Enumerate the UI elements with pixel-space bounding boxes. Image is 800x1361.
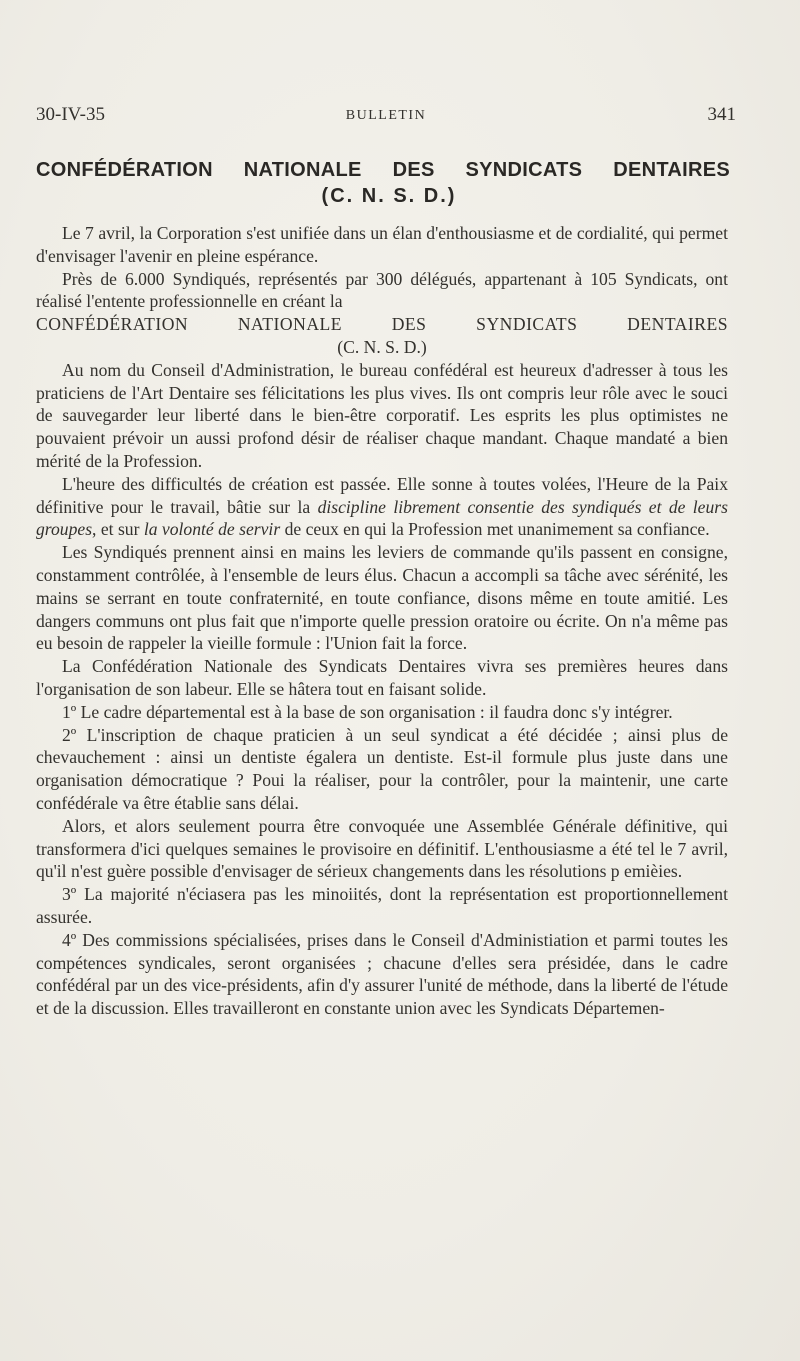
paragraph: Le 7 avril, la Corporation s'est unifiée dans un élan d'enthousiasme et de cordialité, qui permet d'envisager l'avenir en pleine espérance. xyxy=(36,223,728,266)
title-line-2: (C. N. S. D.) xyxy=(321,185,457,207)
title-line-1: CONFÉDÉRATION NATIONALE DES SYNDICATS DENTAIRES xyxy=(36,159,730,181)
paragraph: La Confédération Nationale des Syndicats Dentaires vivra ses premières heures dans l'organisation de son labeur. Elle se hâtera tout en faisant solide. xyxy=(36,656,728,699)
emphasis-text: discipline librement consentie des syndiqués et de leurs groupes xyxy=(36,496,728,540)
paragraph: Au nom du Conseil d'Administration, le bureau confédéral est heureux d'adresser à tous les praticiens de l'Art Dentaire ses félicitations les plus vives. Ils ont compris leur rôle avec le souci de sauvegarder leur liberté dans le bien-être corporatif. Les esprits les plus optimistes ne pouvaient prévoir un aussi profond désir de réaliser chaque mandant. Chaque mandaté a bien mérité de la Profession. xyxy=(36,359,728,471)
article-title xyxy=(36,157,730,209)
text-run: de ceux en qui la Profession met unanimement sa confiance. xyxy=(280,519,710,540)
paragraph: Les Syndiqués prennent ainsi en mains les leviers de commande qu'ils passent en consigne, constamment contrôlée, à l'ensemble de leurs élus. Chacun a accompli sa tâche avec sérénité, les mains se serrant en toute confraternité, en toute confiance, disons même en toute amitié. Les dangers communs ont plus fait que n'importe quelle pression oratoire ou écrite. On n'a même pas eu besoin de rappeler la vieille formule : l'Union fait la force. xyxy=(36,542,728,654)
confederation-abbr: (C. N. S. D.) xyxy=(337,336,427,357)
numbered-paragraph: 4º Des commissions spécialisées, prises dans le Conseil d'Administiation et parmi toutes les compétences syndicales, seront organisées ; chacune d'elles sera présidée, dans le cadre confédéral par un des vice-présidents, afin d'y assurer l'unité de méthode, dans la liberté de l'étude et de la discussion. Elles travailleront en constante union avec les Syndicats Départemen- xyxy=(36,929,728,1019)
paragraph: Alors, et alors seulement pourra être convoquée une Assemblée Générale définitive, qui transformera d'ici quelques semaines le provisoire en définitif. L'enthousiasme a été tel le 7 avril, qu'il n'est guère possible d'envisager de sérieux changements dans les résolutions p emièies. xyxy=(36,815,728,882)
text-run: , et sur xyxy=(92,519,144,540)
numbered-paragraph: 1º Le cadre départemental est à la base de son organisation : il faudra donc s'y intégrer. xyxy=(62,701,673,722)
header-bulletin: BULLETIN xyxy=(345,108,427,123)
header-date: 30-IV-35 xyxy=(36,104,105,125)
numbered-paragraph: 3º La majorité n'éciasera pas les minoiités, dont la représentation est proportionnellement assurée. xyxy=(36,884,728,927)
paragraph-with-emphasis xyxy=(36,473,728,541)
running-header xyxy=(36,104,736,130)
confederation-name: CONFÉDÉRATION NATIONALE DES SYNDICATS DENTAIRES xyxy=(36,314,728,335)
paragraph: Près de 6.000 Syndiqués, représentés par 300 délégués, appartenant à 105 Syndicats, ont réalisé l'entente professionnelle en créant la xyxy=(36,268,728,312)
page-number: 341 xyxy=(707,104,736,125)
article-body xyxy=(36,222,728,1020)
numbered-paragraph: 2º L'inscription de chaque praticien à un seul syndicat a été décidée ; ainsi plus de chevauchement : ainsi un dentiste égalera un dentiste. Est-il formule plus juste dans une organisation démocratique ? Poui la réaliser, pour la contrôler, pour la maintenir, une carte confédérale va être établie sans délai. xyxy=(36,724,728,813)
emphasis-text: la volonté de servir xyxy=(143,519,281,540)
text-run: L'heure des difficultés de création est passée. Elle sonne à toutes volées, l'Heure de la Paix définitive pour le travail, bâtie sur la xyxy=(36,473,728,517)
